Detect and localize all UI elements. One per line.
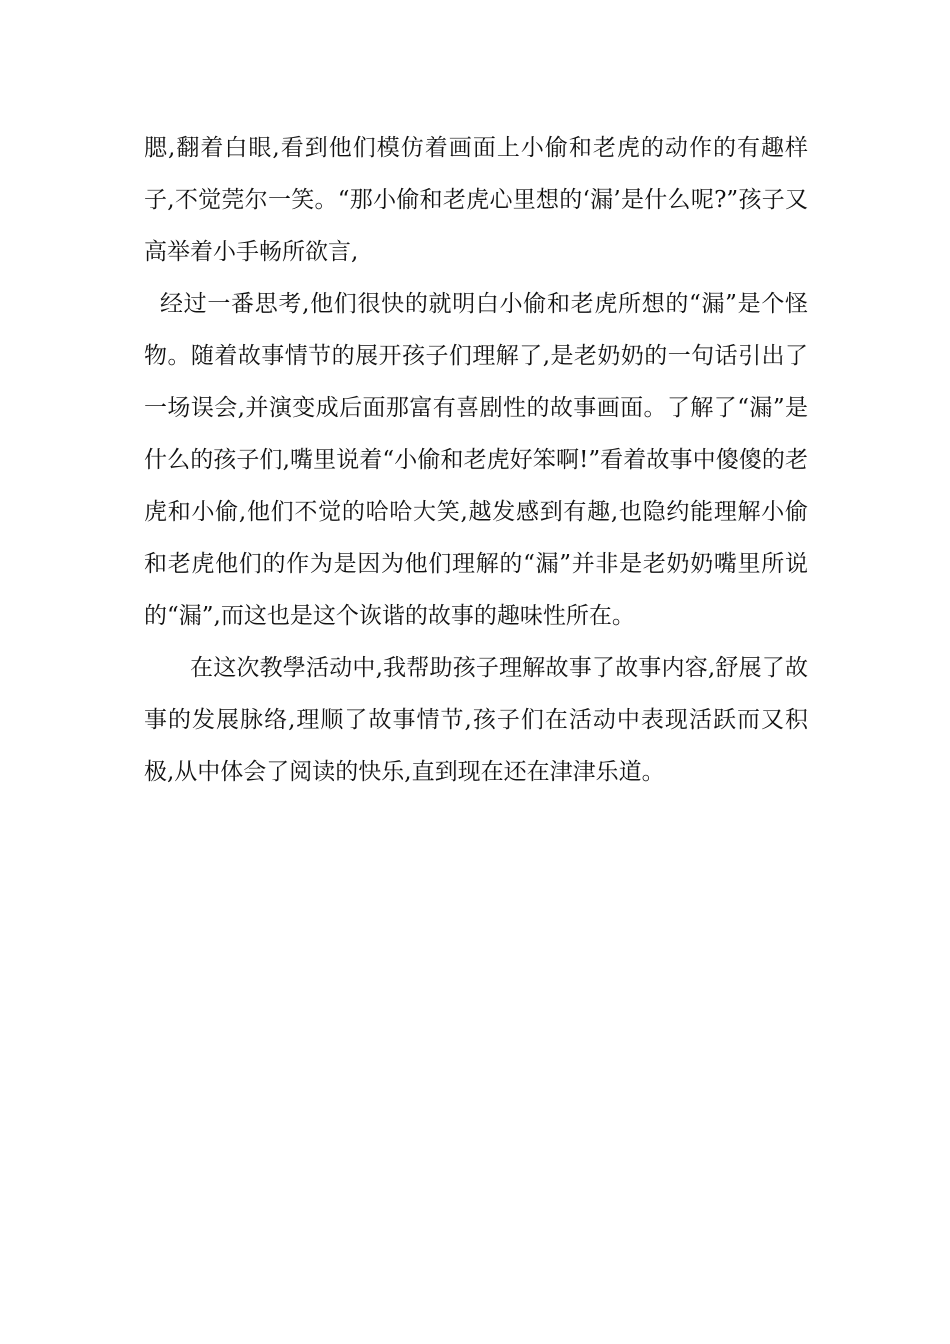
paragraph-continued: 腮,翻着白眼,看到他们模仿着画面上小偷和老虎的动作的有趣样子,不觉莞尔一笑。“那小偷和老虎心里想的‘漏’是什么呢?”孩子又高举着小手畅所欲言,: [144, 135, 808, 265]
paragraph-thinking: 经过一番思考,他们很快的就明白小偷和老虎所想的“漏”是个怪物。随着故事情节的展开孩子们理解了,是老奶奶的一句话引出了一场误会,并演变成后面那富有喜剧性的故事画面。了解了“漏”是什么的孩子们,嘴里说着“小偷和老虎好笨啊!”看着故事中傻傻的老虎和小偷,他们不觉的哈哈大笑,越发感到有趣,也隐约能理解小偷和老虎他们的作为是因为他们理解的“漏”并非是老奶奶嘴里所说的“漏”,而这也是这个诙谐的故事的趣味性所在。: [144, 291, 808, 629]
document-body: [144, 122, 808, 798]
paragraph-reflection: 在这次教學活动中,我帮助孩子理解故事了故事内容,舒展了故事的发展脉络,理顺了故事情节,孩子们在活动中表现活跃而又积极,从中体会了阅读的快乐,直到现在还在津津乐道。: [144, 655, 808, 785]
